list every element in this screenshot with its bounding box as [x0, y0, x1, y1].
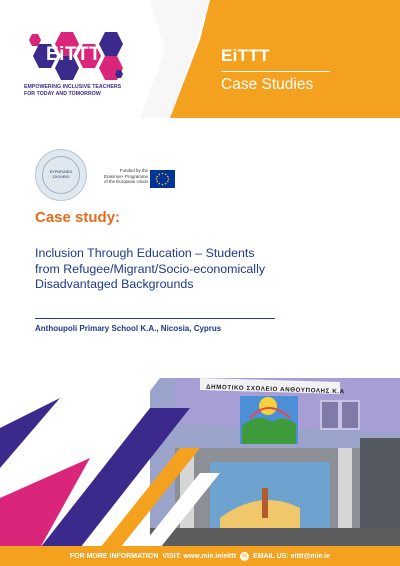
funded-line3: of the European Union [104, 179, 148, 185]
email-icon: ✉ [242, 553, 248, 560]
title-line2: from Refugee/Migrant/Socio-economically [35, 261, 266, 276]
school-sign-text: ΔΗΜΟΤΙΚΟ ΣΧΟΛΕΙΟ ΑΝΘΟΥΠΟΛΗΣ Κ.Α [205, 383, 345, 396]
case-study-title [35, 246, 335, 293]
funded-line2: Erasmus+ Programme [103, 173, 148, 179]
school-building-illustration [0, 378, 400, 548]
footer-visit-link[interactable]: VISIT: www.mie.ie/eittt [162, 552, 237, 560]
title-divider [35, 318, 275, 319]
case-study-label: Case study: [35, 209, 121, 226]
tagline-line2: FOR TODAY AND TOMORROW [24, 90, 101, 97]
funded-by-text [94, 168, 148, 185]
school-photo [0, 378, 400, 548]
school-name: Anthoupoli Primary School K.A., Nicosia, Cyprus [35, 324, 222, 333]
header-subtitle: Case Studies [221, 76, 314, 93]
eu-flag-icon [150, 170, 175, 188]
logo-wordmark: EiTTT [46, 44, 102, 65]
title-line3: Disadvantaged Backgrounds [35, 277, 194, 292]
footer-bar [0, 546, 400, 566]
tagline-line1: EMPOWERING INCLUSIVE TEACHERS [24, 84, 122, 90]
seal-inner [42, 156, 80, 194]
seal-text-line2: ΣΧΟΛΕΙΟ [52, 175, 70, 179]
header-title: EiTTT [221, 46, 270, 65]
tagline [24, 84, 144, 97]
funded-line1: Funded by the [119, 168, 148, 173]
title-line1: Inclusion Through Education – Students [35, 246, 255, 260]
school-seal [35, 149, 87, 201]
seal-text-line1: ΕΥΡΩΠΑΪΚΟ [49, 170, 73, 174]
footer-info-label: FOR MORE INFORMATION [69, 552, 159, 560]
header-divider [221, 71, 330, 72]
footer-email-link[interactable]: EMAIL US: eittt@mie.ie [253, 552, 331, 560]
